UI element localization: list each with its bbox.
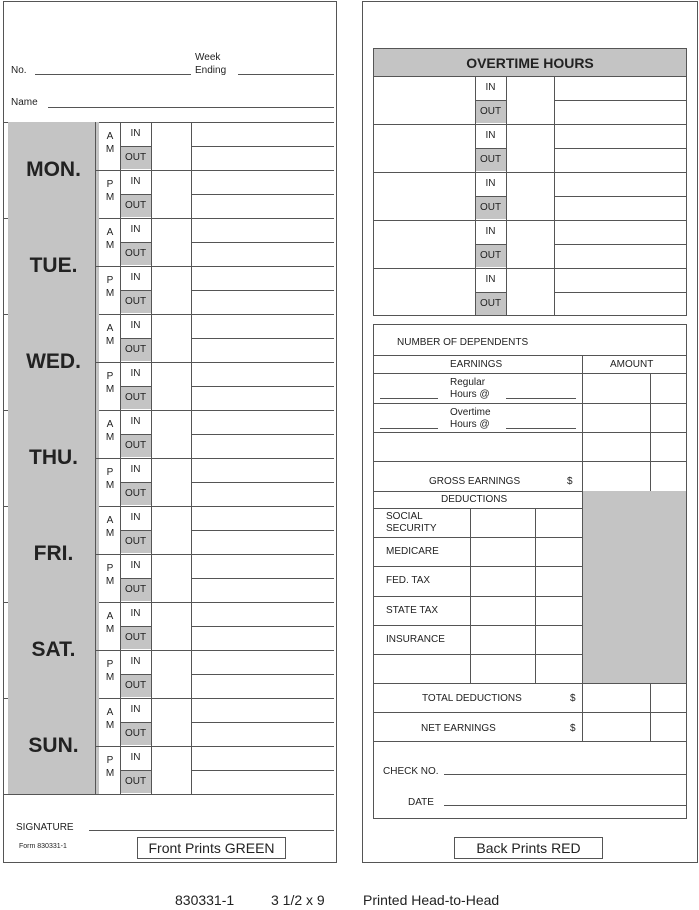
entry-line	[191, 386, 334, 387]
am-letter-2: M	[105, 144, 115, 155]
day-bottom-line	[4, 794, 334, 795]
entry-line	[191, 674, 334, 675]
pm-label	[99, 754, 121, 780]
in-label: IN	[130, 224, 141, 235]
time-cell-6-am[interactable]	[151, 698, 189, 745]
ot-column-line	[475, 76, 476, 315]
time-cell-5-pm[interactable]	[151, 650, 189, 697]
io-divider	[120, 338, 151, 339]
io-divider	[120, 146, 151, 147]
check-no-label: CHECK NO.	[383, 766, 439, 777]
no-field[interactable]	[35, 74, 191, 75]
ot-column-line	[506, 76, 507, 315]
am-letter-1: A	[106, 419, 114, 430]
am-letter-2: M	[105, 624, 115, 635]
out-label: OUT	[120, 242, 151, 265]
pm-letter-1: P	[106, 659, 114, 670]
am-letter-2: M	[105, 528, 115, 539]
am-letter-1: A	[106, 611, 114, 622]
entry-line	[191, 482, 334, 483]
ot-column-line	[554, 76, 555, 315]
am-letter-1: A	[106, 227, 114, 238]
earnings-box	[373, 324, 687, 819]
pm-label	[99, 466, 121, 492]
pm-letter-2: M	[105, 768, 115, 779]
in-label: IN	[130, 320, 141, 331]
half-line	[95, 266, 334, 267]
deductions-shaded-area	[583, 491, 686, 683]
out-label: OUT	[120, 770, 151, 793]
back-card	[362, 1, 698, 863]
ending-label: Ending	[195, 65, 227, 76]
overtime-hours-field[interactable]	[380, 428, 438, 429]
ot-date-cell-2[interactable]	[374, 172, 474, 219]
in-label: IN	[130, 416, 141, 427]
check-no-field[interactable]	[444, 774, 686, 775]
pm-letter-1: P	[106, 179, 114, 190]
name-field[interactable]	[48, 107, 334, 108]
out-label: OUT	[120, 674, 151, 697]
deduction-row-line	[374, 625, 583, 626]
time-cell-3-am[interactable]	[151, 410, 189, 457]
am-letter-2: M	[105, 432, 115, 443]
in-label: IN	[130, 368, 141, 379]
pm-letter-1: P	[106, 275, 114, 286]
deduction-label-3	[386, 605, 438, 617]
deduction-row-line	[374, 654, 583, 655]
entry-line	[191, 434, 334, 435]
in-label: IN	[130, 656, 141, 667]
deduction-label-line: SECURITY	[386, 523, 437, 534]
ot-entry-line	[554, 292, 686, 293]
regular-hours-at: Hours @	[450, 389, 490, 400]
io-divider	[120, 722, 151, 723]
day-label-3: THU.	[8, 410, 99, 506]
day-label-2: WED.	[8, 314, 99, 410]
out-label: OUT	[120, 434, 151, 457]
out-label: OUT	[120, 626, 151, 649]
amount-header: AMOUNT	[610, 359, 654, 370]
time-cell-5-am[interactable]	[151, 602, 189, 649]
gross-earnings-label: GROSS EARNINGS	[429, 476, 521, 487]
date-field[interactable]	[444, 805, 686, 806]
deductions-header: DEDUCTIONS	[441, 494, 508, 505]
overtime-hours-at: Hours @	[450, 419, 490, 430]
footer-printing: Printed Head-to-Head	[363, 892, 500, 908]
io-divider	[120, 530, 151, 531]
out-label: OUT	[120, 194, 151, 217]
io-divider	[120, 290, 151, 291]
ot-out-label: OUT	[475, 100, 506, 123]
total-dollar: $	[570, 693, 576, 704]
ot-row-line	[374, 220, 686, 221]
grid-column-line	[120, 122, 121, 794]
io-divider	[120, 770, 151, 771]
ot-in-label: IN	[485, 226, 496, 237]
time-cell-4-am[interactable]	[151, 506, 189, 553]
entry-line	[191, 338, 334, 339]
pm-label	[99, 178, 121, 204]
pm-letter-1: P	[106, 563, 114, 574]
day-label-6: SUN.	[8, 698, 99, 794]
entry-line	[191, 146, 334, 147]
day-label-1: TUE.	[8, 218, 99, 314]
out-label: OUT	[120, 578, 151, 601]
am-letter-2: M	[105, 240, 115, 251]
ot-row-line	[374, 268, 686, 269]
in-label: IN	[130, 176, 141, 187]
io-divider	[120, 242, 151, 243]
time-cell-1-am[interactable]	[151, 218, 189, 265]
pm-letter-2: M	[105, 384, 115, 395]
deduction-label-line: STATE TAX	[386, 604, 439, 616]
entry-line	[191, 626, 334, 627]
io-divider	[120, 194, 151, 195]
week-ending-field[interactable]	[238, 74, 334, 75]
out-label: OUT	[120, 530, 151, 553]
regular-rate-field[interactable]	[506, 398, 576, 399]
ot-in-label: IN	[485, 178, 496, 189]
footer	[0, 892, 699, 910]
pm-label	[99, 370, 121, 396]
am-letter-1: A	[106, 323, 114, 334]
ot-entry-line	[554, 100, 686, 101]
ot-entry-line	[554, 244, 686, 245]
half-line	[95, 650, 334, 651]
out-label: OUT	[120, 338, 151, 361]
signature-field[interactable]	[89, 830, 334, 831]
entry-line	[191, 242, 334, 243]
dependents-label: NUMBER OF DEPENDENTS	[397, 337, 529, 348]
deduction-label-line: MEDICARE	[386, 546, 439, 558]
day-label-4: FRI.	[8, 506, 99, 602]
entry-line	[191, 194, 334, 195]
ot-row-line	[374, 172, 686, 173]
am-letter-1: A	[106, 131, 114, 142]
regular-hours-field[interactable]	[380, 398, 438, 399]
half-line	[95, 170, 334, 171]
front-card	[3, 1, 337, 863]
out-label: OUT	[120, 722, 151, 745]
in-label: IN	[130, 272, 141, 283]
in-label: IN	[130, 464, 141, 475]
time-cell-6-pm[interactable]	[151, 746, 189, 793]
pm-letter-2: M	[105, 480, 115, 491]
gross-dollar: $	[567, 476, 573, 487]
deduction-row-line	[374, 566, 583, 567]
front-prints-label: Front Prints GREEN	[137, 837, 286, 859]
io-divider	[120, 482, 151, 483]
day-label-5: SAT.	[8, 602, 99, 698]
time-cell-2-am[interactable]	[151, 314, 189, 361]
ot-in-label: IN	[485, 130, 496, 141]
am-label	[99, 610, 121, 636]
grid-column-line	[191, 122, 192, 794]
deduction-label-1	[386, 546, 439, 558]
ot-entry-line	[554, 196, 686, 197]
in-label: IN	[130, 128, 141, 139]
deduction-label-line: FED. TAX	[386, 575, 431, 587]
pm-letter-1: P	[106, 371, 114, 382]
pm-letter-2: M	[105, 576, 115, 587]
ot-out-label: OUT	[475, 196, 506, 219]
in-label: IN	[130, 704, 141, 715]
ot-date-cell-3[interactable]	[374, 220, 474, 267]
week-label: Week	[195, 52, 221, 63]
time-cell-0-am[interactable]	[151, 122, 189, 169]
form-number: Form 830331-1	[19, 843, 67, 850]
in-label: IN	[130, 608, 141, 619]
time-cell-4-pm[interactable]	[151, 554, 189, 601]
pm-label	[99, 562, 121, 588]
out-label: OUT	[120, 146, 151, 169]
io-divider	[120, 626, 151, 627]
in-label: IN	[130, 560, 141, 571]
deduction-label-line: INSURANCE	[386, 633, 445, 645]
ot-in-label: IN	[485, 82, 496, 93]
pm-letter-2: M	[105, 672, 115, 683]
deduction-label-2	[386, 575, 430, 587]
pm-letter-2: M	[105, 288, 115, 299]
out-label: OUT	[120, 386, 151, 409]
ot-date-cell-4[interactable]	[374, 268, 474, 315]
ot-io-divider	[475, 148, 506, 149]
back-prints-label: Back Prints RED	[454, 837, 603, 859]
io-divider	[120, 674, 151, 675]
day-label-0: MON.	[8, 122, 99, 218]
pm-label	[99, 658, 121, 684]
am-letter-1: A	[106, 515, 114, 526]
out-label: OUT	[120, 482, 151, 505]
time-cell-2-pm[interactable]	[151, 362, 189, 409]
am-label	[99, 322, 121, 348]
entry-line	[191, 770, 334, 771]
name-label: Name	[11, 97, 38, 108]
earnings-header: EARNINGS	[450, 359, 503, 370]
half-line	[95, 746, 334, 747]
pm-letter-1: P	[106, 755, 114, 766]
am-label	[99, 226, 121, 252]
ot-row-line	[374, 124, 686, 125]
am-label	[99, 418, 121, 444]
date-label: DATE	[408, 797, 434, 808]
entry-line	[191, 578, 334, 579]
deduction-row-line	[374, 537, 583, 538]
net-earnings-label: NET EARNINGS	[421, 723, 496, 734]
ot-date-cell-1[interactable]	[374, 124, 474, 171]
am-letter-2: M	[105, 336, 115, 347]
ot-io-divider	[475, 196, 506, 197]
footer-size: 3 1/2 x 9	[271, 892, 325, 908]
am-label	[99, 706, 121, 732]
pm-letter-2: M	[105, 192, 115, 203]
pm-label	[99, 274, 121, 300]
no-label: No.	[11, 65, 27, 76]
regular-label: Regular	[450, 377, 486, 388]
io-divider	[120, 578, 151, 579]
footer-part-number: 830331-1	[175, 892, 235, 908]
ot-date-cell-0[interactable]	[374, 76, 474, 123]
out-label: OUT	[120, 290, 151, 313]
time-cell-3-pm[interactable]	[151, 458, 189, 505]
am-letter-1: A	[106, 707, 114, 718]
deduction-label-line: SOCIAL	[386, 511, 423, 522]
entry-line	[191, 530, 334, 531]
entry-line	[191, 290, 334, 291]
half-line	[95, 458, 334, 459]
grid-column-line	[151, 122, 152, 794]
am-label	[99, 130, 121, 156]
am-letter-2: M	[105, 720, 115, 731]
ot-entry-line	[554, 148, 686, 149]
pm-letter-1: P	[106, 467, 114, 478]
ot-out-label: OUT	[475, 292, 506, 315]
deduction-row-line	[374, 596, 583, 597]
deduction-label-0	[386, 511, 437, 535]
deduction-label-4	[386, 634, 445, 646]
ot-in-label: IN	[485, 274, 496, 285]
total-deductions-label: TOTAL DEDUCTIONS	[422, 693, 522, 704]
overtime-box	[373, 48, 687, 316]
ot-io-divider	[475, 244, 506, 245]
ot-io-divider	[475, 100, 506, 101]
overtime-title: OVERTIME HOURS	[374, 49, 686, 77]
time-cell-0-pm[interactable]	[151, 170, 189, 217]
io-divider	[120, 386, 151, 387]
signature-label: SIGNATURE	[16, 822, 74, 833]
net-dollar: $	[570, 723, 576, 734]
am-label	[99, 514, 121, 540]
time-cell-1-pm[interactable]	[151, 266, 189, 313]
io-divider	[120, 434, 151, 435]
grid-column-line	[95, 122, 96, 794]
half-line	[95, 362, 334, 363]
in-label: IN	[130, 512, 141, 523]
ot-out-label: OUT	[475, 148, 506, 171]
ot-io-divider	[475, 292, 506, 293]
overtime-label: Overtime	[450, 407, 491, 418]
overtime-rate-field[interactable]	[506, 428, 576, 429]
half-line	[95, 554, 334, 555]
ot-out-label: OUT	[475, 244, 506, 267]
entry-line	[191, 722, 334, 723]
in-label: IN	[130, 752, 141, 763]
